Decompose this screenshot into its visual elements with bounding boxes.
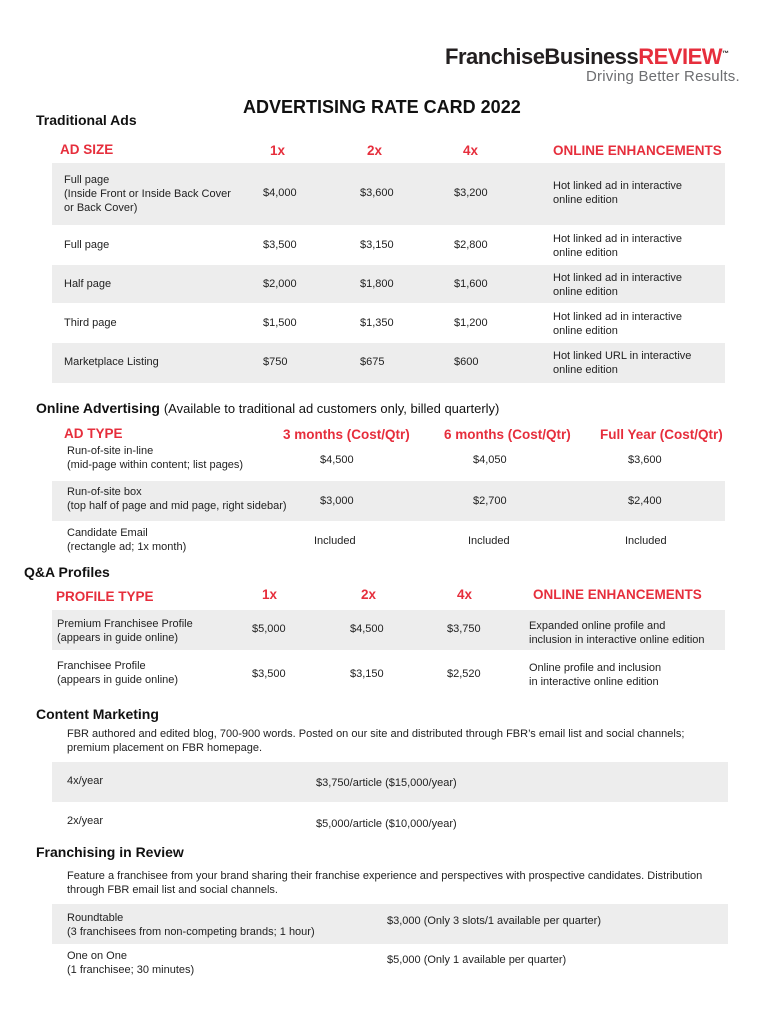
header-online-enhancements: ONLINE ENHANCEMENTS bbox=[533, 587, 702, 602]
page-title: ADVERTISING RATE CARD 2022 bbox=[243, 97, 521, 117]
price-1x: $4,000 bbox=[263, 187, 297, 199]
header-ad-type: AD TYPE bbox=[64, 426, 123, 441]
header-ad-size: AD SIZE bbox=[60, 142, 114, 157]
online-enhancement-cell: Hot linked ad in interactive online edition bbox=[553, 233, 683, 259]
ad-size-cell: Half page bbox=[64, 278, 112, 290]
price-2x: $4,500 bbox=[350, 623, 384, 635]
price-3-months: $3,000 bbox=[320, 495, 354, 507]
price-2x: $3,600 bbox=[360, 187, 394, 199]
header-4x: 4x bbox=[463, 143, 479, 158]
online-enhancement-cell: Hot linked ad in interactive online edition bbox=[553, 180, 683, 206]
profile-type-cell: Premium Franchisee Profile (appears in guide online) bbox=[57, 618, 193, 644]
ad-type-cell: Candidate Email (rectangle ad; 1x month) bbox=[67, 527, 187, 553]
review-price-cell: $3,000 (Only 3 slots/1 available per quarter) bbox=[387, 915, 602, 927]
brand-name-part2: REVIEW bbox=[638, 44, 723, 69]
section-content-marketing: Content Marketing bbox=[36, 706, 159, 722]
online-enhancement-cell: Online profile and inclusion in interactive online edition bbox=[529, 662, 662, 688]
section-traditional-ads: Traditional Ads bbox=[36, 112, 137, 128]
price-6-months: Included bbox=[468, 535, 510, 547]
profile-type-cell: Franchisee Profile (appears in guide online) bbox=[57, 660, 179, 686]
header-full-year: Full Year (Cost/Qtr) bbox=[600, 427, 723, 442]
price-2x: $1,800 bbox=[360, 278, 394, 290]
section-qa-profiles: Q&A Profiles bbox=[24, 564, 110, 580]
header-2x: 2x bbox=[367, 143, 383, 158]
price-4x: $1,600 bbox=[454, 278, 488, 290]
price-4x: $1,200 bbox=[454, 317, 488, 329]
price-2x: $675 bbox=[360, 356, 385, 368]
ad-size-cell: Full page bbox=[64, 239, 110, 251]
price-1x: $2,000 bbox=[263, 278, 297, 290]
header-1x: 1x bbox=[270, 143, 286, 158]
review-price-cell: $5,000 (Only 1 available per quarter) bbox=[387, 954, 567, 966]
online-section-subtitle: (Available to traditional ad customers only, billed quarterly) bbox=[163, 401, 500, 416]
price-4x: $2,520 bbox=[447, 668, 481, 680]
price-2x: $3,150 bbox=[350, 668, 384, 680]
header-1x: 1x bbox=[262, 587, 278, 602]
ad-type-cell: Run-of-site box (top half of page and mid page, right sidebar) bbox=[67, 486, 287, 512]
price-1x: $3,500 bbox=[252, 668, 286, 680]
price-1x: $750 bbox=[263, 356, 288, 368]
ad-size-cell: Full page (Inside Front or Inside Back Cover or Back Cover) bbox=[64, 174, 231, 214]
header-profile-type: PROFILE TYPE bbox=[56, 589, 154, 604]
online-section-title: Online Advertising bbox=[36, 400, 160, 416]
content-price-cell: $3,750/article ($15,000/year) bbox=[316, 777, 457, 789]
review-format-cell: One on One (1 franchisee; 30 minutes) bbox=[67, 950, 195, 976]
price-3-months: $4,500 bbox=[320, 454, 354, 466]
price-4x: $3,200 bbox=[454, 187, 488, 199]
price-full-year: $2,400 bbox=[628, 495, 662, 507]
online-enhancement-cell: Hot linked URL in interactive online edition bbox=[553, 350, 692, 376]
ad-size-cell: Marketplace Listing bbox=[64, 356, 159, 368]
section-online-advertising bbox=[36, 400, 499, 416]
price-2x: $3,150 bbox=[360, 239, 394, 251]
header-6-months: 6 months (Cost/Qtr) bbox=[444, 427, 571, 442]
review-description: Feature a franchisee from your brand sharing their franchise experience and perspectives with prospective candidates. Distribution through FBR email list and social channels. bbox=[67, 870, 703, 896]
content-description: FBR authored and edited blog, 700-900 words. Posted on our site and distributed through FBR’s email list and social channels; premium placement on FBR homepage. bbox=[67, 728, 685, 754]
price-full-year: $3,600 bbox=[628, 454, 662, 466]
content-frequency-cell: 2x/year bbox=[67, 815, 104, 827]
price-2x: $1,350 bbox=[360, 317, 394, 329]
section-franchising-in-review: Franchising in Review bbox=[36, 844, 184, 860]
price-1x: $1,500 bbox=[263, 317, 297, 329]
price-4x: $2,800 bbox=[454, 239, 488, 251]
brand-logo bbox=[445, 44, 729, 70]
online-enhancement-cell: Hot linked ad in interactive online edition bbox=[553, 311, 683, 337]
price-4x: $600 bbox=[454, 356, 479, 368]
brand-tagline: Driving Better Results. bbox=[586, 68, 740, 85]
header-2x: 2x bbox=[361, 587, 377, 602]
price-4x: $3,750 bbox=[447, 623, 481, 635]
price-full-year: Included bbox=[625, 535, 667, 547]
price-3-months: Included bbox=[314, 535, 356, 547]
price-1x: $5,000 bbox=[252, 623, 286, 635]
content-price-cell: $5,000/article ($10,000/year) bbox=[316, 818, 457, 830]
brand-tm: ™ bbox=[722, 50, 729, 58]
price-6-months: $2,700 bbox=[473, 495, 507, 507]
online-enhancement-cell: Expanded online profile and inclusion in interactive online edition bbox=[529, 620, 705, 646]
header-online-enhancements: ONLINE ENHANCEMENTS bbox=[553, 143, 722, 158]
ad-size-cell: Third page bbox=[64, 317, 117, 329]
price-1x: $3,500 bbox=[263, 239, 297, 251]
price-6-months: $4,050 bbox=[473, 454, 507, 466]
review-format-cell: Roundtable (3 franchisees from non-competing brands; 1 hour) bbox=[67, 912, 315, 938]
brand-name-part1: FranchiseBusiness bbox=[445, 44, 639, 69]
online-enhancement-cell: Hot linked ad in interactive online edition bbox=[553, 272, 683, 298]
header-4x: 4x bbox=[457, 587, 473, 602]
content-frequency-cell: 4x/year bbox=[67, 775, 104, 787]
header-3-months: 3 months (Cost/Qtr) bbox=[283, 427, 410, 442]
ad-type-cell: Run-of-site in-line (mid-page within content; list pages) bbox=[67, 445, 244, 471]
